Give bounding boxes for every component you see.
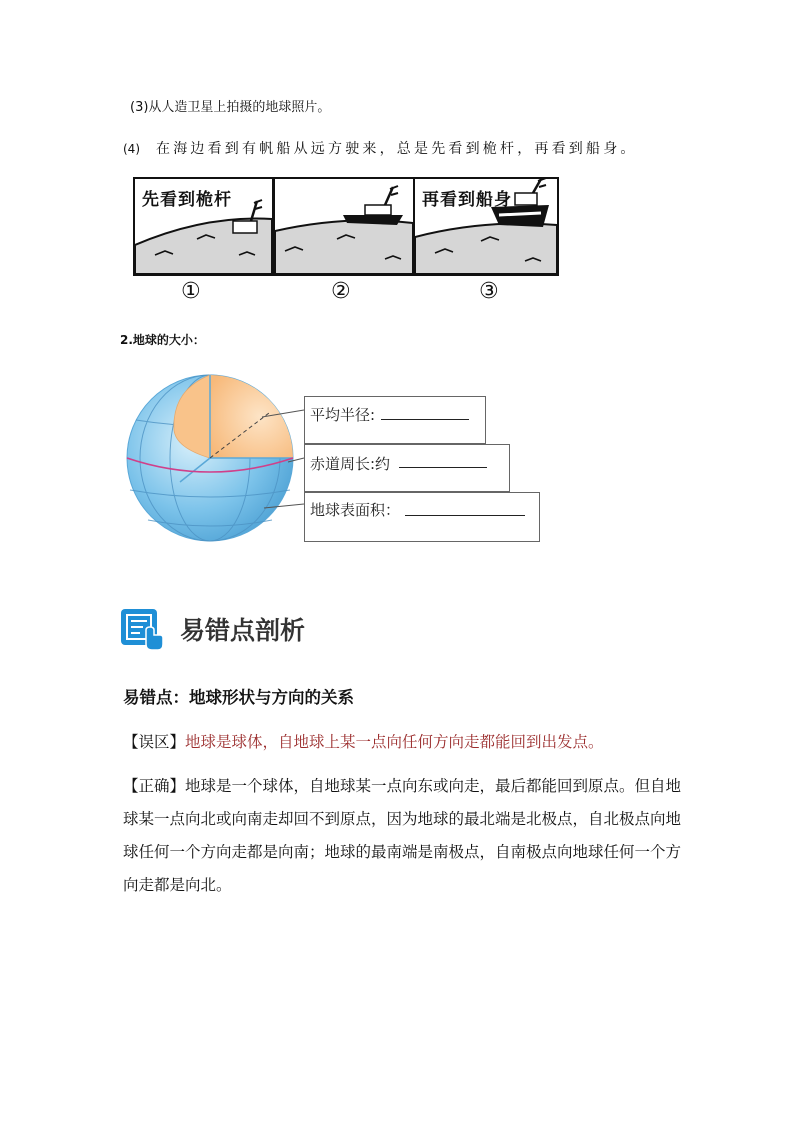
ship-panel-2	[273, 177, 415, 276]
statement-3: (3)从人造卫星上拍摄的地球照片。	[130, 100, 331, 115]
statement-4	[123, 138, 638, 158]
radius-label: 平均半径:	[310, 406, 376, 424]
panel-1-number: ①	[181, 279, 201, 304]
correct-tag: 【正确】	[123, 777, 186, 795]
error-subtitle: 易错点：地球形状与方向的关系	[123, 688, 354, 707]
radius-blank[interactable]	[381, 419, 469, 420]
equator-box	[304, 444, 510, 492]
misconception-text: 地球是球体，自地球上某一点向任何方向走都能回到出发点。	[185, 733, 604, 751]
statement-4-text: 在海边看到有帆船从远方驶来，总是先看到桅杆，再看到船身。	[156, 141, 638, 157]
equator-blank[interactable]	[399, 467, 487, 468]
leader-lines	[258, 400, 308, 520]
ship-panel-3	[413, 177, 559, 276]
correct-text: 地球是一个球体，自地球某一点向东或向走，最后都能回到原点。但自地球某一点向北或向南走却回不到原点，因为地球的最北端是北极点，自北极点向地球任何一个方向走都是向南；地球的最南端是南极点，自南极点向地球任何一个方向走都是向北。	[123, 777, 682, 894]
radius-box	[304, 396, 486, 444]
surface-box	[304, 492, 540, 542]
error-analysis-icon	[120, 608, 164, 652]
surface-label: 地球表面积：	[310, 501, 401, 519]
misconception-tag: 【误区】	[123, 733, 186, 751]
error-section-heading: 易错点剖析	[180, 616, 306, 645]
panel-2-number: ②	[331, 279, 351, 304]
panel-3-caption: 再看到船身	[422, 190, 512, 210]
correct-paragraph	[123, 770, 683, 902]
misconception-paragraph	[123, 726, 683, 759]
surface-blank[interactable]	[405, 515, 525, 516]
ship-panel-1	[133, 177, 274, 276]
statement-4-number: (4)	[123, 142, 140, 156]
section-2-title: 2.地球的大小：	[120, 333, 205, 347]
equator-label: 赤道周长:约	[310, 455, 391, 473]
panel-1-caption: 先看到桅杆	[142, 190, 232, 210]
panel-3-number: ③	[479, 279, 499, 304]
